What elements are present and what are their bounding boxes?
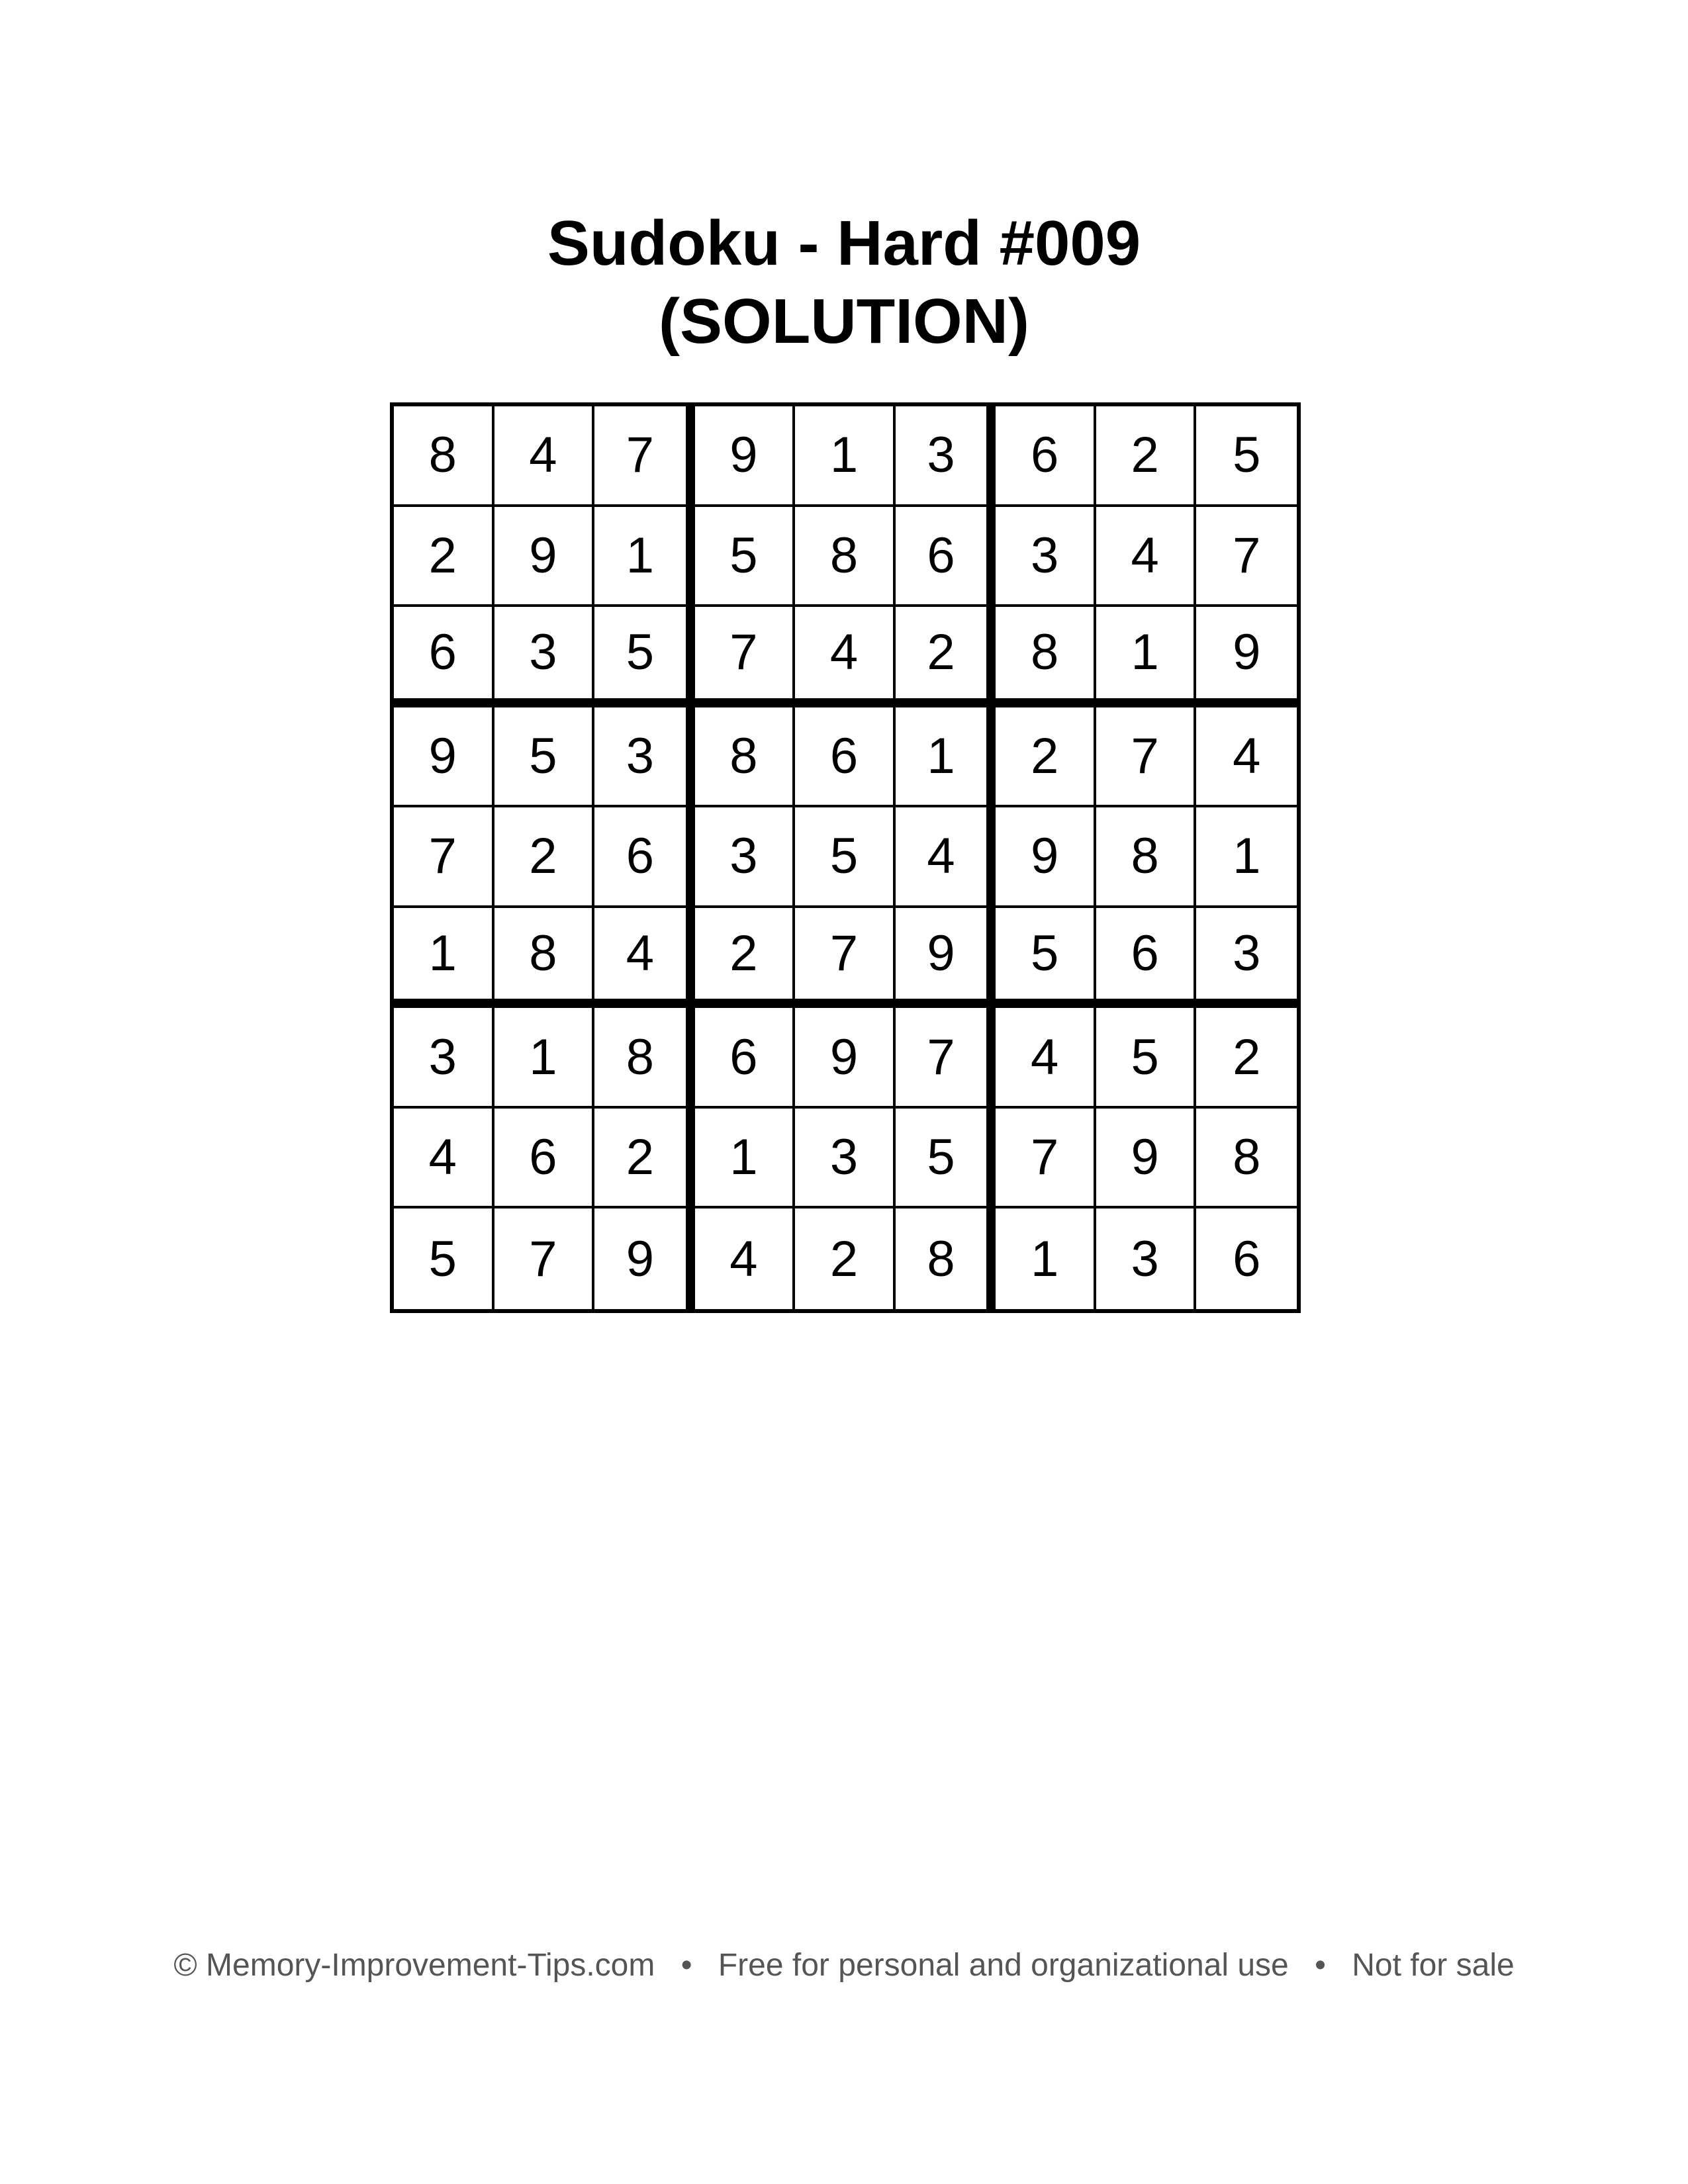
footer-separator: • xyxy=(1315,1948,1326,1983)
grid-cell[interactable]: 2 xyxy=(494,807,595,908)
grid-cell[interactable]: 2 xyxy=(1196,1008,1297,1109)
grid-cell[interactable]: 4 xyxy=(996,1008,1096,1109)
puzzle-subtitle: (SOLUTION) xyxy=(659,286,1029,357)
grid-cell[interactable]: 7 xyxy=(1196,507,1297,608)
grid-cell[interactable]: 6 xyxy=(1233,1230,1261,1287)
grid-cell[interactable]: 1 xyxy=(795,406,896,507)
grid-cell[interactable]: 3 xyxy=(695,807,796,908)
grid-cell[interactable]: 5 xyxy=(1096,1008,1197,1109)
grid-cell[interactable]: 9 xyxy=(494,507,595,608)
grid-cell[interactable]: 5 xyxy=(1196,406,1297,507)
grid-cell[interactable]: 1 xyxy=(996,1208,1096,1309)
grid-cell[interactable]: 5 xyxy=(896,1109,996,1209)
grid-cell[interactable]: 9 xyxy=(896,908,996,1009)
grid-cell[interactable]: 3 xyxy=(1196,908,1297,1009)
grid-cell[interactable]: 2 xyxy=(996,707,1096,808)
grid-cell[interactable]: 5 xyxy=(695,507,796,608)
grid-cell[interactable]: 6 xyxy=(695,1008,796,1109)
grid-cell[interactable]: 1 xyxy=(1196,807,1297,908)
grid-cell[interactable]: 7 xyxy=(996,1109,1096,1209)
grid-cell[interactable]: 2 xyxy=(1096,406,1197,507)
grid-cell[interactable]: 6 xyxy=(795,707,896,808)
grid-cell[interactable]: 4 xyxy=(695,1208,796,1309)
grid-cell[interactable]: 9 xyxy=(1096,1109,1197,1209)
grid-cell[interactable]: 8 xyxy=(494,908,595,1009)
grid-cell[interactable]: 8 xyxy=(695,707,796,808)
grid-cell[interactable]: 8 xyxy=(1096,807,1197,908)
grid-cell[interactable]: 3 xyxy=(996,507,1096,608)
grid-cell[interactable]: 5 xyxy=(494,707,595,808)
grid-cell[interactable]: 9 xyxy=(695,406,796,507)
grid-cell[interactable]: 4 xyxy=(896,807,996,908)
grid-cell[interactable]: 7 xyxy=(594,406,695,507)
grid-cell[interactable]: 9 xyxy=(795,1008,896,1109)
grid-cell[interactable]: 6 xyxy=(494,1109,595,1209)
footer-copyright: © Memory-Improvement-Tips.com xyxy=(173,1948,655,1983)
grid-cell[interactable]: 7 xyxy=(695,607,796,707)
grid-cell[interactable]: 3 xyxy=(594,707,695,808)
grid-cell[interactable]: 3 xyxy=(394,1008,494,1109)
grid-cell[interactable]: 5 xyxy=(996,908,1096,1009)
grid-cell[interactable]: 7 xyxy=(896,1008,996,1109)
grid-cell[interactable]: 6 xyxy=(1096,908,1197,1009)
footer-separator: • xyxy=(680,1948,692,1983)
footer-usage: Free for personal and organizational use xyxy=(718,1948,1289,1983)
grid-cell[interactable]: 6 xyxy=(896,507,996,608)
grid-cell[interactable]: 7 xyxy=(1096,707,1197,808)
grid-cell[interactable]: 2 xyxy=(896,607,996,707)
grid-cell[interactable]: 2 xyxy=(695,908,796,1009)
grid-cell[interactable]: 1 xyxy=(1096,607,1197,707)
grid-cell[interactable]: 4 xyxy=(1196,707,1297,808)
grid-cell[interactable]: 3 xyxy=(795,1109,896,1209)
grid-cell[interactable]: 8 xyxy=(1196,1109,1297,1209)
grid-cell[interactable]: 9 xyxy=(996,807,1096,908)
grid-cell[interactable]: 8 xyxy=(594,1008,695,1109)
grid-cell[interactable]: 6 xyxy=(594,807,695,908)
grid-cell[interactable]: 1 xyxy=(494,1008,595,1109)
grid-cell[interactable]: 3 xyxy=(896,406,996,507)
footer-sale: Not for sale xyxy=(1352,1948,1515,1983)
grid-cell[interactable]: 6 xyxy=(996,406,1096,507)
grid-cell[interactable]: 2 xyxy=(795,1208,896,1309)
grid-cell[interactable]: 3 xyxy=(494,607,595,707)
sudoku-grid xyxy=(390,402,1301,1313)
grid-cell[interactable]: 3 xyxy=(1096,1208,1197,1309)
grid-cell[interactable]: 1 xyxy=(594,507,695,608)
grid-cell[interactable]: 5 xyxy=(594,607,695,707)
grid-cell[interactable]: 4 xyxy=(494,406,595,507)
grid-cell[interactable]: 7 xyxy=(795,908,896,1009)
grid-cell[interactable]: 1 xyxy=(896,707,996,808)
grid-cell[interactable]: 5 xyxy=(394,1208,494,1309)
grid-cell[interactable]: 8 xyxy=(394,406,494,507)
grid-cell[interactable]: 8 xyxy=(795,507,896,608)
grid-cell[interactable]: 1 xyxy=(394,908,494,1009)
grid-cell[interactable]: 9 xyxy=(594,1208,695,1309)
grid-cell[interactable]: 4 xyxy=(594,908,695,1009)
footer xyxy=(0,1946,1688,1985)
grid-cell[interactable]: 2 xyxy=(394,507,494,608)
grid-cell[interactable]: 5 xyxy=(795,807,896,908)
grid-cell[interactable]: 9 xyxy=(394,707,494,808)
grid-cell[interactable]: 4 xyxy=(394,1109,494,1209)
grid-cell[interactable]: 8 xyxy=(996,607,1096,707)
grid-cell[interactable]: 1 xyxy=(695,1109,796,1209)
grid-cell[interactable]: 6 xyxy=(394,607,494,707)
grid-cell[interactable]: 7 xyxy=(494,1208,595,1309)
grid-cell[interactable]: 4 xyxy=(1096,507,1197,608)
grid-cell[interactable]: 9 xyxy=(1196,607,1297,707)
grid-cell[interactable]: 7 xyxy=(394,807,494,908)
grid-cell[interactable]: 2 xyxy=(594,1109,695,1209)
puzzle-title: Sudoku - Hard #009 xyxy=(547,208,1141,279)
grid-cell[interactable]: 4 xyxy=(795,607,896,707)
grid-cell[interactable]: 8 xyxy=(896,1208,996,1309)
